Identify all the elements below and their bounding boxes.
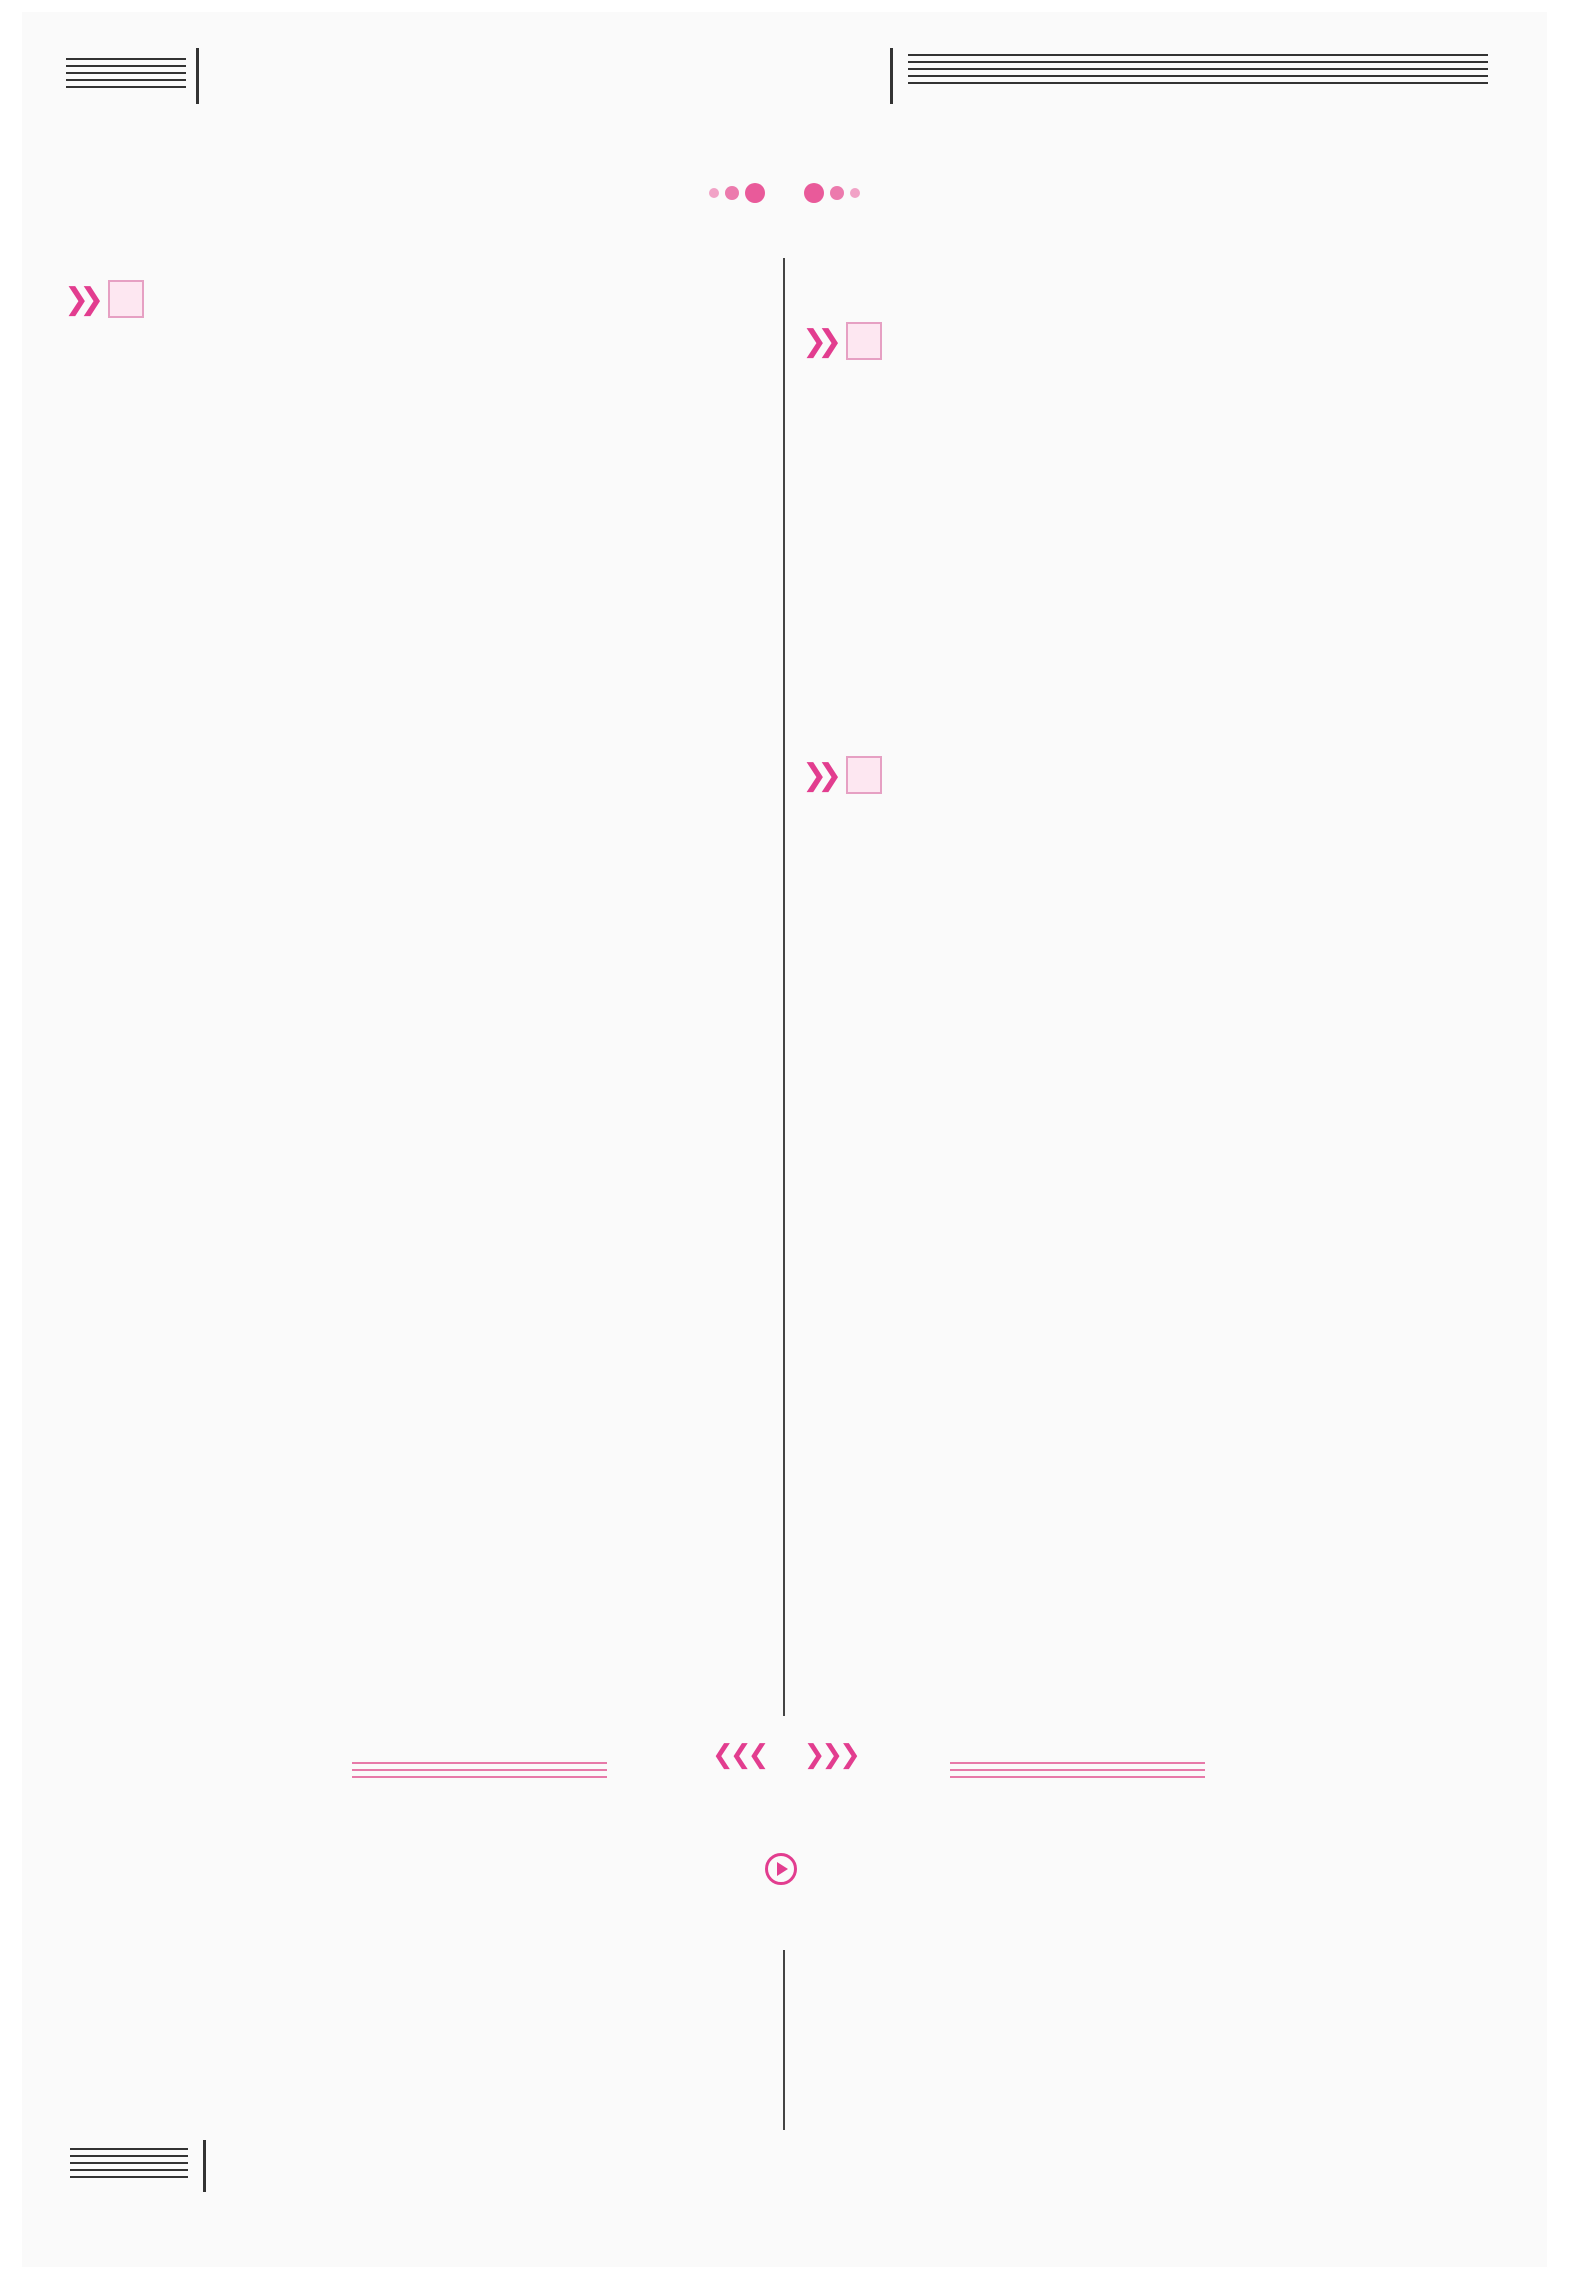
section-banner [0,1740,1569,1800]
header-bar-right [890,48,893,104]
section-sentences-heading [802,756,882,794]
header-rule-right [908,54,1488,94]
banner-rule-right [950,1762,1205,1782]
reading-section-title [0,1850,1569,1890]
unit-title [0,166,1569,211]
triple-chevron-left-icon: ❮❮❮ [712,1740,766,1770]
decor-dots-right-icon [801,169,863,211]
column-divider [783,258,785,1716]
chevron-double-icon: ❯❯ [802,323,833,359]
chevron-double-icon: ❯❯ [802,757,833,793]
footer-rule [70,2148,188,2183]
header-bar-left [196,48,199,104]
section-words-label [108,280,144,318]
section-sentences-label [846,756,882,794]
triple-chevron-right-icon: ❯❯❯ [803,1740,857,1770]
chevron-double-icon: ❯❯ [64,281,95,317]
footer-bar [203,2140,206,2192]
section-phrases-label [846,322,882,360]
section-phrases-heading [802,322,882,360]
decor-dots-left-icon [706,169,768,211]
section-words-heading [64,280,144,318]
banner-rule-left [352,1762,607,1782]
play-circle-icon [765,1853,797,1885]
header-rule-left [66,58,186,98]
column-divider-bottom [783,1950,785,2130]
